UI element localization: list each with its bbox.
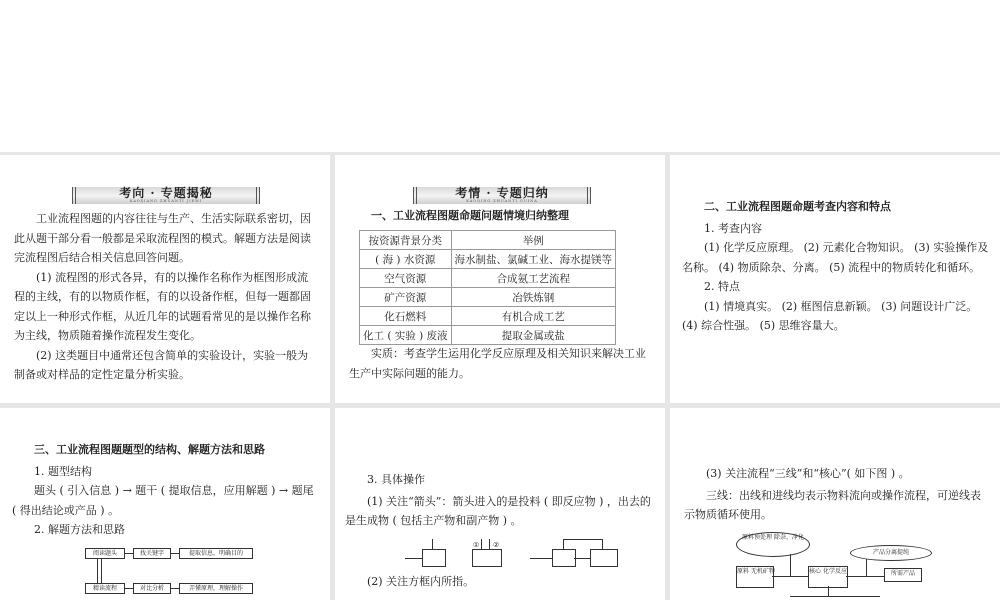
flow-box: 阅读题头 — [85, 548, 125, 559]
table-cell: 化工 ( 实验 ) 废液 — [360, 326, 452, 345]
section-heading: 二、工业流程图题命题考查内容和特点 — [704, 200, 891, 213]
table-row — [360, 326, 616, 345]
flow-box: 精读流程 — [85, 583, 125, 594]
section-banner — [72, 187, 260, 204]
list-label: 2. 特点 — [704, 280, 740, 293]
resource-table — [359, 230, 616, 345]
flow-box: 对比分析 — [133, 583, 171, 594]
table-row — [360, 269, 616, 288]
diagram-box — [590, 549, 618, 567]
separation-ellipse: 产品分离提纯 — [850, 545, 932, 561]
table-row — [360, 307, 616, 326]
diagram-box — [552, 549, 576, 567]
paragraph: (3) 关注流程“三线”和“核心”( 如下图 ) 。 — [706, 467, 910, 480]
banner-subtitle: KAOXIANG ZHUANTI JIEMI — [129, 199, 203, 203]
arrow-mark: ① — [473, 541, 480, 549]
table-row — [360, 231, 616, 250]
banner-subtitle: KAOQING ZHUANTI GUINA — [466, 199, 538, 203]
table-cell: 化石燃料 — [360, 307, 452, 326]
table-cell: 合成氨工艺流程 — [451, 269, 616, 288]
table-cell: 提取金属或盐 — [451, 326, 616, 345]
top-blank-area — [0, 0, 1000, 152]
slide-kaoxiang — [0, 155, 330, 403]
table-cell: 有机合成工艺 — [451, 307, 616, 326]
raw-material-box: 原料 无机矿物 — [736, 566, 774, 588]
paragraph: (1) 关注“箭头”：箭头进入的是投料 ( 即反应物 ) ，出去的是生成物 ( 包括主产物和副产物 ) 。 — [345, 494, 651, 527]
table-cell: ( 海 ) 水资源 — [360, 250, 452, 269]
section-heading: 一、工业流程图题命题问题情境归纳整理 — [371, 209, 569, 222]
flow-box: 弄懂原理，理解操作 — [179, 583, 253, 594]
slide-operation — [335, 408, 665, 600]
list-label: 3. 具体操作 — [367, 473, 425, 486]
paragraph: (2) 这类题目中通常还包含简单的实验设计，实验一般为制备或对样品的定性定量分析实验。 — [14, 348, 309, 381]
table-row — [360, 288, 616, 307]
slide-kaoqing — [335, 155, 665, 403]
pretreatment-ellipse: 原料预处理 除杂、净化 — [736, 532, 810, 557]
paragraph: (2) 关注方框内所指。 — [367, 575, 475, 588]
flow-box: 提取信息，明确目的 — [179, 548, 253, 559]
summary-note: 实质：考查学生运用化学反应原理及相关知识来解决工业生产中实际问题的能力。 — [349, 347, 646, 380]
paragraph: (1) 情境真实。 (2) 框图信息新颖。 (3) 问题设计广泛。 (4) 综合性强。 (5) 思维容量大。 — [682, 299, 978, 332]
paragraph: 三线：出线和进线均表示物料流向或操作流程，可逆线表示物质循环使用。 — [684, 488, 981, 521]
flow-box: 找关键字 — [133, 548, 171, 559]
paragraph: (1) 流程图的形式各异，有的以操作名称作为框图形成流程的主线，有的以物质作框，有的以设备作框，但每一题都固定以上一种形式作框，从近几年的试题看常见的是以操作名称为主线，物质随着操作流程发生变化。 — [14, 270, 311, 342]
arrow-mark: ② — [493, 541, 500, 549]
diagram-box — [472, 549, 502, 567]
table-row — [360, 250, 616, 269]
list-label: 2. 解题方法和思路 — [34, 523, 125, 536]
slide-three-lines — [670, 408, 1000, 600]
section-banner — [413, 187, 591, 204]
paragraph: (1) 化学反应原理。 (2) 元素化合物知识。 (3) 实验操作及名称。 (4) 物质除杂、分离。 (5) 流程中的物质转化和循环。 — [682, 241, 989, 274]
slide-content-features — [670, 155, 1000, 403]
core-reaction-box: 核心 化学反应 — [808, 566, 848, 588]
list-label: 1. 考查内容 — [704, 221, 762, 235]
list-label: 1. 题型结构 — [34, 464, 92, 478]
banner-title: 考向 · 专题揭秘 — [119, 186, 213, 200]
banner-title: 考情 · 专题归纳 — [455, 186, 549, 200]
diagram-box — [422, 549, 446, 567]
paragraph: 题头 ( 引入信息 ) → 题干 ( 提取信息，应用解题 ) → 题尾 ( 得出结论或产品 ) 。 — [12, 484, 314, 517]
paragraph: 工业流程图题的内容往往与生产、生活实际联系密切，因此从题干部分看一般都是采取流程图的模式。解题方法是阅读完流程图后结合相关信息回答问题。 — [14, 212, 311, 264]
table-cell: 海水制盐、氯碱工业、海水提镁等 — [451, 250, 616, 269]
table-cell: 举例 — [451, 231, 616, 250]
product-box: 所需产品 — [884, 568, 922, 582]
table-cell: 空气资源 — [360, 269, 452, 288]
slide-structure-method — [0, 408, 330, 600]
table-cell: 冶铁炼钢 — [451, 288, 616, 307]
section-heading: 三、工业流程图题题型的结构、解题方法和思路 — [34, 443, 265, 456]
table-cell: 按资源背景分类 — [360, 231, 452, 250]
table-cell: 矿产资源 — [360, 288, 452, 307]
